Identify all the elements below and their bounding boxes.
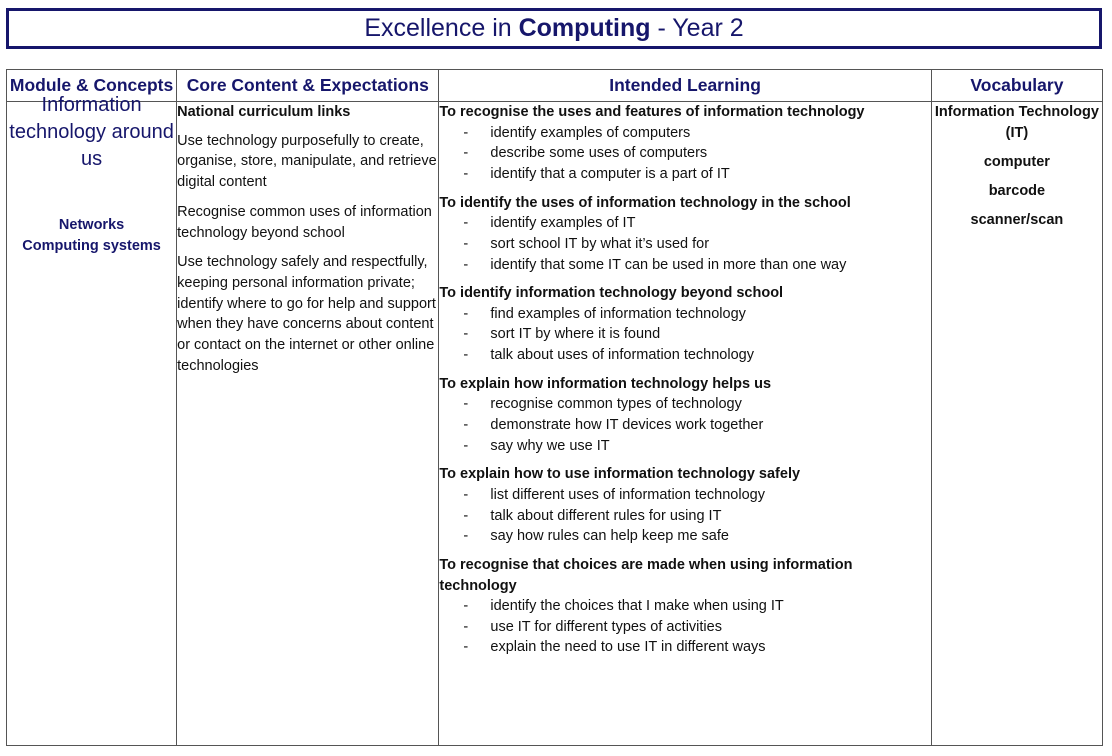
dash-marker: - bbox=[463, 256, 469, 273]
content-row bbox=[7, 102, 1103, 746]
header-vocabulary: Vocabulary bbox=[931, 70, 1102, 102]
dash-marker: - bbox=[463, 235, 469, 252]
objective-point bbox=[439, 164, 930, 185]
vocabulary-cell bbox=[931, 102, 1102, 746]
objective-point-text: recognise common types of technology bbox=[490, 396, 742, 413]
objective-point bbox=[439, 143, 930, 164]
objective-point-text: sort IT by where it is found bbox=[490, 326, 661, 343]
objective-point-text: list different uses of information technology bbox=[490, 486, 765, 503]
objective-point-text: identify examples of computers bbox=[490, 124, 691, 141]
objective-title: To explain how information technology helps us bbox=[439, 375, 772, 392]
dash-marker: - bbox=[463, 396, 469, 413]
vocab-item: barcode bbox=[988, 182, 1046, 199]
title-bold: Computing bbox=[518, 14, 651, 42]
objective-point-text: sort school IT by what it’s used for bbox=[490, 235, 710, 252]
objective-point bbox=[439, 345, 930, 366]
dash-marker: - bbox=[463, 305, 469, 322]
objective-point bbox=[439, 637, 930, 658]
title-suffix: - Year 2 bbox=[650, 14, 744, 42]
objective-point-text: find examples of information technology bbox=[490, 305, 746, 322]
objective-point-text: demonstrate how IT devices work together bbox=[490, 417, 764, 434]
dash-marker: - bbox=[463, 618, 469, 635]
title-prefix: Excellence in bbox=[364, 14, 519, 42]
objective-points bbox=[439, 394, 930, 456]
objective-points bbox=[439, 123, 930, 185]
core-cell bbox=[177, 102, 439, 746]
objective-title: To identify information technology beyond school bbox=[439, 285, 784, 302]
objective-point-text: talk about different rules for using IT bbox=[490, 507, 722, 524]
curriculum-table bbox=[6, 69, 1103, 746]
dash-marker: - bbox=[463, 145, 469, 162]
learning-objective bbox=[439, 555, 930, 658]
objective-points bbox=[439, 485, 930, 547]
dash-marker: - bbox=[463, 528, 469, 545]
core-paragraph: Use technology safely and respectfully, keeping personal information private; identify where to go for help and support when they have concerns about content or contact on the internet or other online technologies bbox=[177, 254, 436, 374]
objective-title: To identify the uses of information technology in the school bbox=[439, 194, 851, 211]
objective-point-text: say how rules can help keep me safe bbox=[490, 528, 729, 545]
dash-marker: - bbox=[463, 347, 469, 364]
concept-networks: Networks bbox=[58, 217, 125, 233]
header-learning: Intended Learning bbox=[439, 70, 931, 102]
objective-point-text: talk about uses of information technology bbox=[490, 347, 754, 364]
core-heading: National curriculum links bbox=[177, 104, 351, 120]
objective-points bbox=[439, 213, 930, 275]
objective-title: To explain how to use information technology safely bbox=[439, 466, 801, 483]
dash-marker: - bbox=[463, 215, 469, 232]
dash-marker: - bbox=[463, 326, 469, 343]
objective-point-text: use IT for different types of activities bbox=[490, 618, 722, 635]
module-title: Information technology around us bbox=[9, 94, 174, 170]
page-title bbox=[6, 8, 1102, 49]
learning-objective bbox=[439, 464, 930, 547]
module-concepts bbox=[7, 215, 176, 257]
dash-marker: - bbox=[463, 507, 469, 524]
dash-marker: - bbox=[463, 639, 469, 656]
core-paragraph: Use technology purposefully to create, organise, store, manipulate, and retrieve digital content bbox=[177, 132, 437, 191]
learning-cell bbox=[439, 102, 931, 746]
objective-point bbox=[439, 324, 930, 345]
objective-point-text: identify examples of IT bbox=[490, 215, 636, 232]
vocab-item: computer bbox=[983, 153, 1050, 170]
learning-objective bbox=[439, 102, 930, 185]
objective-title: To recognise the uses and features of information technology bbox=[439, 104, 865, 120]
vocab-item: Information Technology (IT) bbox=[934, 104, 1099, 141]
vocab-item: scanner/scan bbox=[970, 211, 1064, 228]
dash-marker: - bbox=[463, 437, 469, 454]
learning-objective bbox=[439, 374, 930, 457]
core-paragraph: Recognise common uses of information technology beyond school bbox=[177, 203, 432, 241]
objective-point bbox=[439, 255, 930, 276]
objective-point bbox=[439, 394, 930, 415]
objective-point-text: identify the choices that I make when using IT bbox=[490, 598, 784, 615]
learning-objective bbox=[439, 283, 930, 366]
objective-point-text: identify that some IT can be used in more than one way bbox=[490, 256, 847, 273]
objective-point bbox=[439, 526, 930, 547]
objective-point bbox=[439, 485, 930, 506]
dash-marker: - bbox=[463, 165, 469, 182]
objective-points bbox=[439, 596, 930, 658]
dash-marker: - bbox=[463, 486, 469, 503]
objective-points bbox=[439, 304, 930, 366]
concept-computing-systems: Computing systems bbox=[22, 238, 161, 254]
dash-marker: - bbox=[463, 124, 469, 141]
objective-point bbox=[439, 617, 930, 638]
objective-point bbox=[439, 304, 930, 325]
learning-objective bbox=[439, 193, 930, 276]
objective-title: To recognise that choices are made when using information technology bbox=[439, 557, 853, 594]
objective-point bbox=[439, 506, 930, 527]
objective-point bbox=[439, 123, 930, 144]
objective-point-text: explain the need to use IT in different ways bbox=[490, 639, 766, 656]
objective-point bbox=[439, 436, 930, 457]
objective-point bbox=[439, 213, 930, 234]
objective-point-text: say why we use IT bbox=[490, 437, 610, 454]
objective-point-text: describe some uses of computers bbox=[490, 145, 708, 162]
module-cell bbox=[7, 94, 177, 746]
objective-point bbox=[439, 234, 930, 255]
header-core: Core Content & Expectations bbox=[177, 70, 439, 102]
dash-marker: - bbox=[463, 598, 469, 615]
objective-point bbox=[439, 415, 930, 436]
dash-marker: - bbox=[463, 417, 469, 434]
objective-point bbox=[439, 596, 930, 617]
objective-point-text: identify that a computer is a part of IT bbox=[490, 165, 730, 182]
header-module: Module & Concepts bbox=[7, 70, 177, 102]
